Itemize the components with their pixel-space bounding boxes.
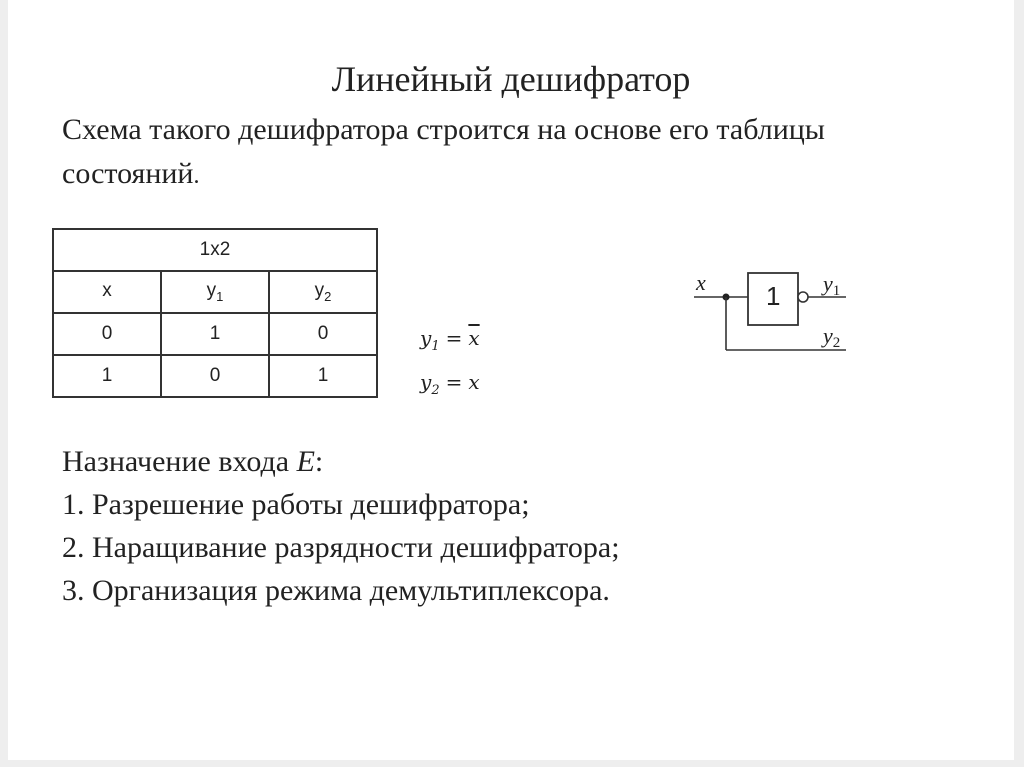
inverter-circuit-diagram — [678, 255, 868, 365]
table-cell: 0 — [53, 313, 161, 355]
purpose-section — [62, 440, 620, 612]
gate-label: 1 — [766, 281, 781, 311]
table-header-y1: $y_1$ — [161, 271, 269, 313]
circuit-input-label: x — [696, 270, 706, 295]
table-cell: 0 — [161, 355, 269, 397]
purpose-item-1: 1. Разрешение работы дешифратора; — [62, 488, 530, 521]
table-row — [53, 355, 377, 397]
table-cell: 1 — [53, 355, 161, 397]
purpose-heading: Назначение входа E: — [62, 445, 324, 478]
table-header-row — [53, 271, 377, 313]
table-header-x: x — [53, 271, 161, 313]
formula-y2: $y_2 = x$ — [420, 370, 480, 398]
table-cell: 1 — [161, 313, 269, 355]
table-caption: 1x2 — [53, 229, 377, 271]
purpose-item-3: 3. Организация режима демультиплексора. — [62, 574, 610, 607]
inversion-bubble — [798, 292, 808, 302]
purpose-item-2: 2. Наращивание разрядности дешифратора; — [62, 531, 620, 564]
intro-paragraph — [62, 108, 962, 198]
formula-y1-rhs: $\overline{x}$ — [468, 326, 480, 350]
slide-title: Линейный дешифратор — [331, 59, 691, 99]
intro-text: Схема такого дешифратора строится на основе его таблицы состояний — [62, 113, 825, 190]
slide — [8, 0, 1014, 760]
formula-y1: $y_1 = \overline{x}$ — [420, 326, 480, 354]
truth-table — [52, 228, 378, 398]
circuit-output1-label: y1 — [823, 271, 841, 299]
table-row — [53, 313, 377, 355]
circuit-output2-label: y2 — [823, 323, 841, 351]
intro-end-mark: . — [193, 163, 200, 189]
table-header-y2: $y_2$ — [269, 271, 377, 313]
formula-y2-rhs: x — [468, 370, 480, 394]
table-cell: 1 — [269, 355, 377, 397]
table-cell: 0 — [269, 313, 377, 355]
